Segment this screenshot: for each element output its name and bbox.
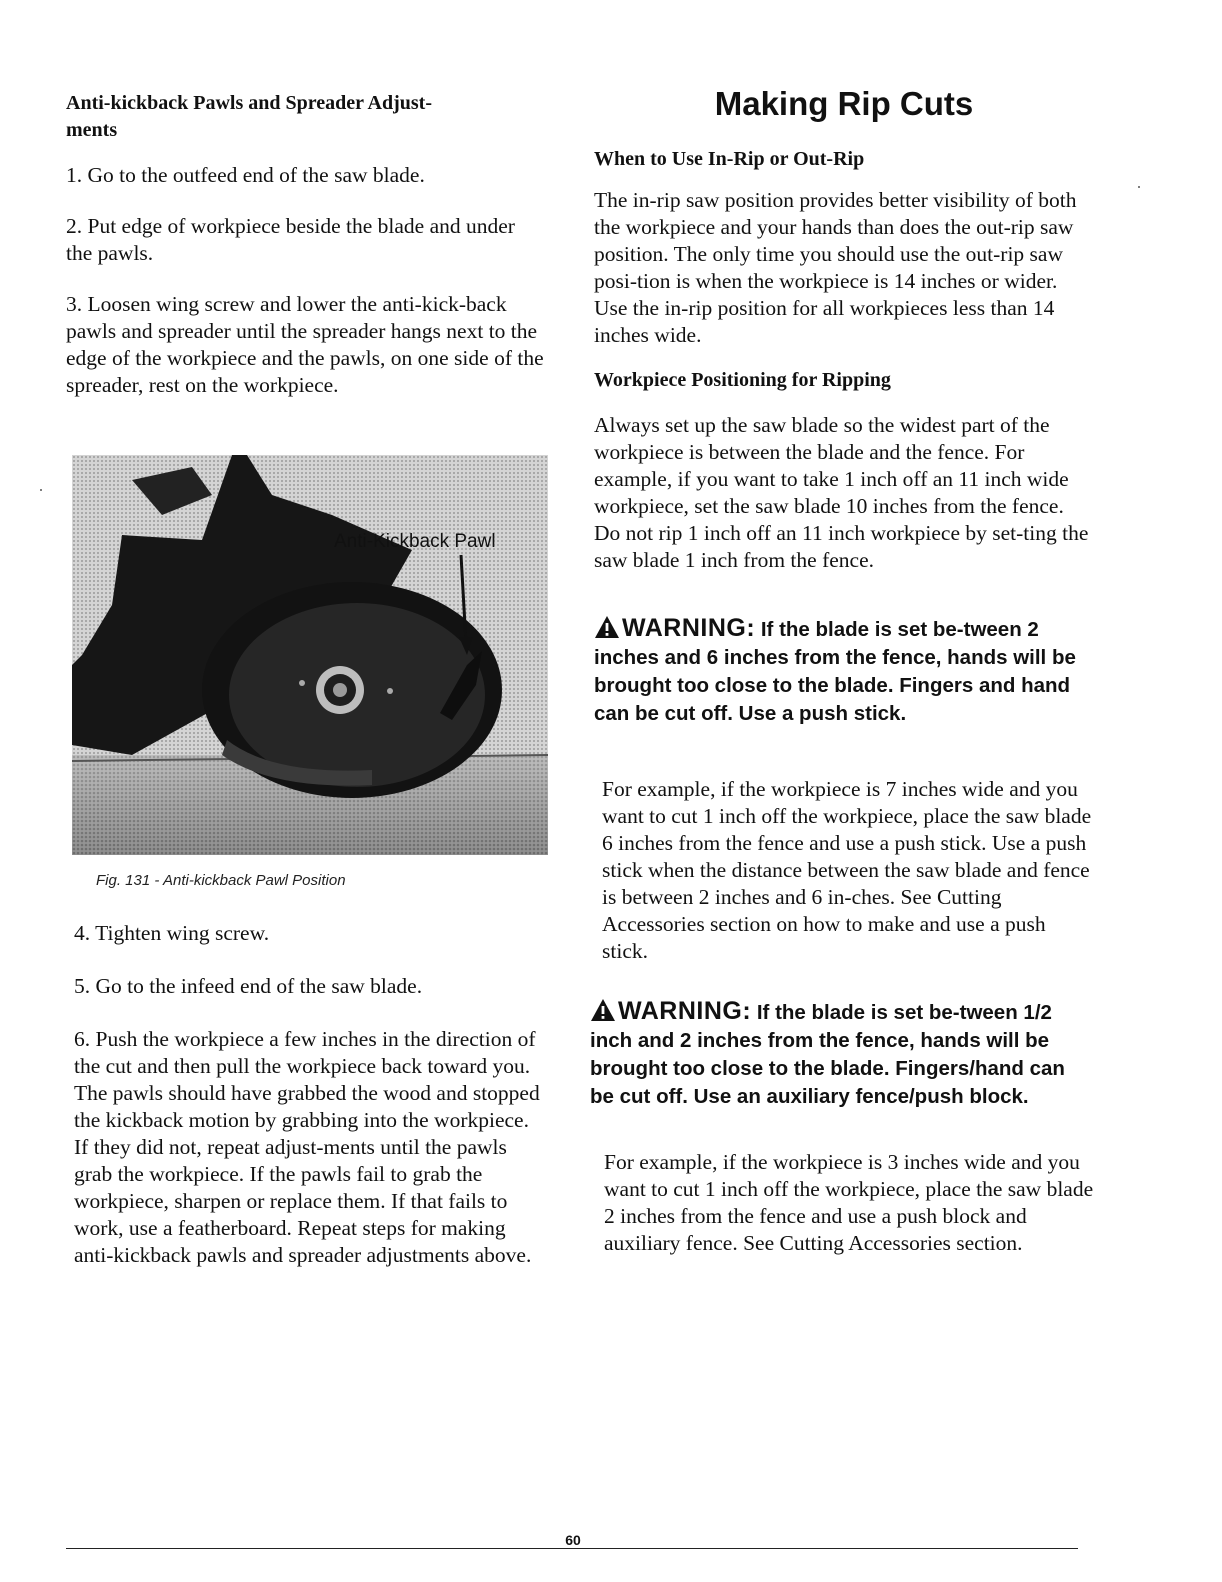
left-column [66, 90, 546, 399]
warning-label: WARNING: [622, 614, 756, 642]
footer-rule [66, 1548, 1078, 1549]
warning-label: WARNING: [618, 997, 752, 1025]
step-3: 3. Loosen wing screw and lower the anti-kick-back pawls and spreader until the spreader hangs next to the edge of the workpiece and the pawls, on one side of the spreader, rest on the workpiece. [66, 292, 544, 397]
workpiece-positioning-heading: Workpiece Positioning for Ripping [594, 369, 891, 391]
page-number: 60 [565, 1532, 581, 1548]
scan-speck [40, 489, 42, 491]
scan-speck [1138, 186, 1140, 188]
workpiece-positioning-body: Always set up the saw blade so the widest part of the workpiece is between the blade and the fence. For example, if you want to take 1 inch off an 11 inch wide workpiece, set the saw blade 10 inches from the fence. Do not rip 1 inch off an 11 inch workpiece by set-ting the saw blade 1 inch from the fence. [594, 413, 1089, 572]
pawl-adjustments-heading: Anti-kickback Pawls and Spreader Adjust- ments [66, 92, 432, 141]
anti-kickback-pawl-photo [72, 455, 548, 855]
example-push-stick: For example, if the workpiece is 7 inches wide and you want to cut 1 inch off the workpiece, place the saw blade 6 inches from the fence and use a push stick. Use a push stick when the distance between the saw blade and fence is between 2 inches and 6 in-ches. See Cutting Accessories section on how to make and use a push stick. [602, 777, 1092, 963]
figure-caption: Fig. 131 - Anti-kickback Pawl Position [96, 872, 346, 889]
step-1: 1. Go to the outfeed end of the saw blade. [66, 163, 425, 187]
warning-triangle-icon [590, 998, 616, 1022]
warning-push-block [590, 997, 1094, 1111]
left-lower-steps [74, 920, 544, 1269]
warning-text: If the blade is set be-tween 1/2 inch and 2 inches from the fence, hands will be brought too close to the blade. Fingers/hand can be cut off. Use an auxiliary fence/push block. [590, 1001, 1065, 1108]
in-rip-out-rip-heading: When to Use In-Rip or Out-Rip [594, 148, 865, 170]
step-2: 2. Put edge of workpiece beside the blade and under the pawls. [66, 214, 515, 265]
page-title: Making Rip Cuts [714, 85, 974, 122]
warning-text: If the blade is set be-tween 2 inches and 6 inches from the fence, hands will be brought too close to the blade. Fingers and hand can be cut off. Use a push stick. [594, 618, 1076, 725]
right-column [590, 84, 1094, 1257]
example-push-block: For example, if the workpiece is 3 inches wide and you want to cut 1 inch off the workpiece, place the saw blade 2 inches from the fence and use a push block and auxiliary fence. See Cutting Accessories section. [604, 1150, 1094, 1255]
pawl-callout-label: Anti-Kickback Pawl [334, 531, 496, 552]
warning-push-stick [594, 614, 1094, 728]
step-5: 5. Go to the infeed end of the saw blade. [74, 974, 423, 998]
warning-triangle-icon [594, 615, 620, 639]
in-rip-out-rip-body: The in-rip saw position provides better visibility of both the workpiece and your hands than does the out-rip saw position. The only time you should use the out-rip saw posi-tion is when the workpiece is 14 inches or wider. Use the in-rip position for all workpieces less than 14 inches wide. [594, 188, 1077, 347]
step-4: 4. Tighten wing screw. [74, 921, 270, 945]
step-6: 6. Push the workpiece a few inches in the direction of the cut and then pull the workpiece back toward you. The pawls should have grabbed the wood and stopped the kickback motion by grabbing into the workpiece. If they did not, repeat adjust-ments until the pawls grab the workpiece. If the pawls fail to grab the workpiece, sharpen or replace them. If that fails to work, use a featherboard. Repeat steps for making anti-kickback pawls and spreader adjustments above. [74, 1027, 540, 1267]
